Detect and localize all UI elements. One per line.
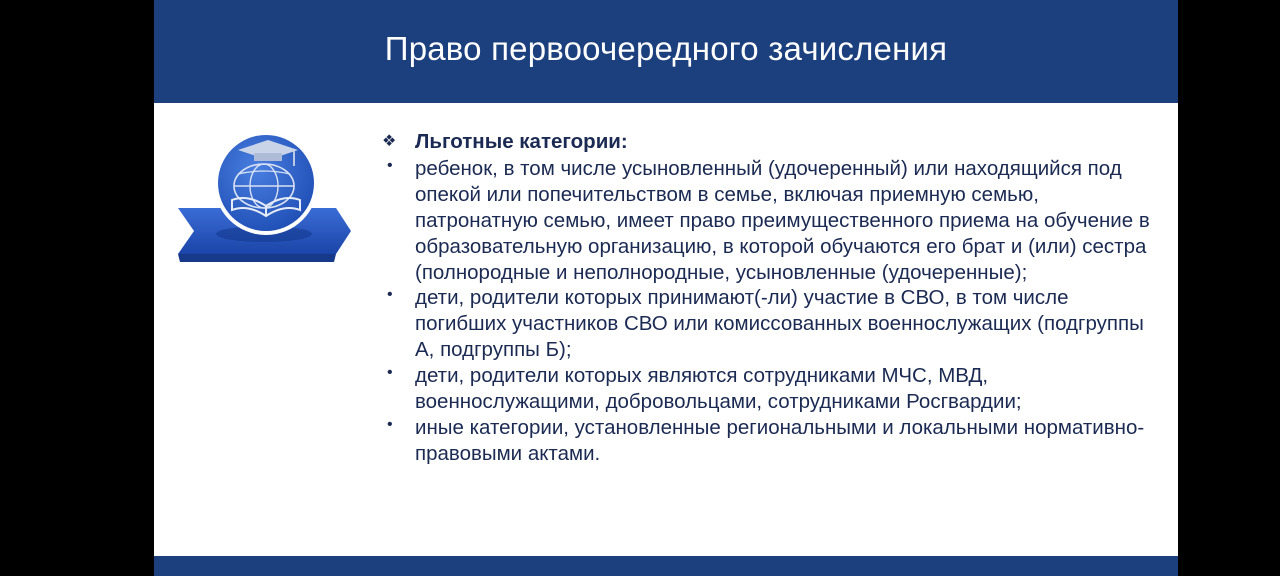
list-item-text: дети, родители которых являются сотрудниками МЧС, МВД, военнослужащими, добровольцами, сотрудниками Росгвардии; [415, 364, 1022, 414]
education-globe-icon [176, 122, 356, 272]
list-item [382, 363, 1162, 415]
categories-heading: Льготные категории: [415, 130, 628, 153]
list-item [382, 285, 1162, 363]
content-block [382, 129, 1162, 467]
slide-header [154, 0, 1178, 103]
diamond-bullet-icon: ❖ [382, 133, 397, 150]
list-item [382, 156, 1162, 286]
categories-list [382, 156, 1162, 467]
bullet-icon: • [387, 286, 393, 304]
slide-title: Право первоочередного зачисления [384, 29, 948, 67]
list-item-text: ребенок, в том числе усыновленный (удочеренный) или находящийся под опекой или попечительством в семье, включая приемную семью, патронатную семью, имеет право преимущественного приема на обучение в образовательную организацию, в которой обучаются его брат и (или) сестра (полнородные и неполнородные, усыновленные (удочеренные); [415, 156, 1150, 284]
bullet-icon: • [387, 364, 393, 382]
slide [154, 0, 1178, 576]
slide-footer-bar [154, 556, 1178, 576]
bullet-icon: • [387, 415, 393, 433]
list-item-text: дети, родители которых принимают(-ли) участие в СВО, в том числе погибших участников СВО или комиссованных военнослужащих (подгруппы А, подгруппы Б); [415, 286, 1144, 362]
list-item-text: иные категории, установленные региональными и локальными нормативно-правовыми актами. [415, 415, 1145, 465]
list-item [382, 415, 1162, 467]
bullet-icon: • [387, 156, 393, 174]
categories-heading-row [382, 129, 1162, 155]
